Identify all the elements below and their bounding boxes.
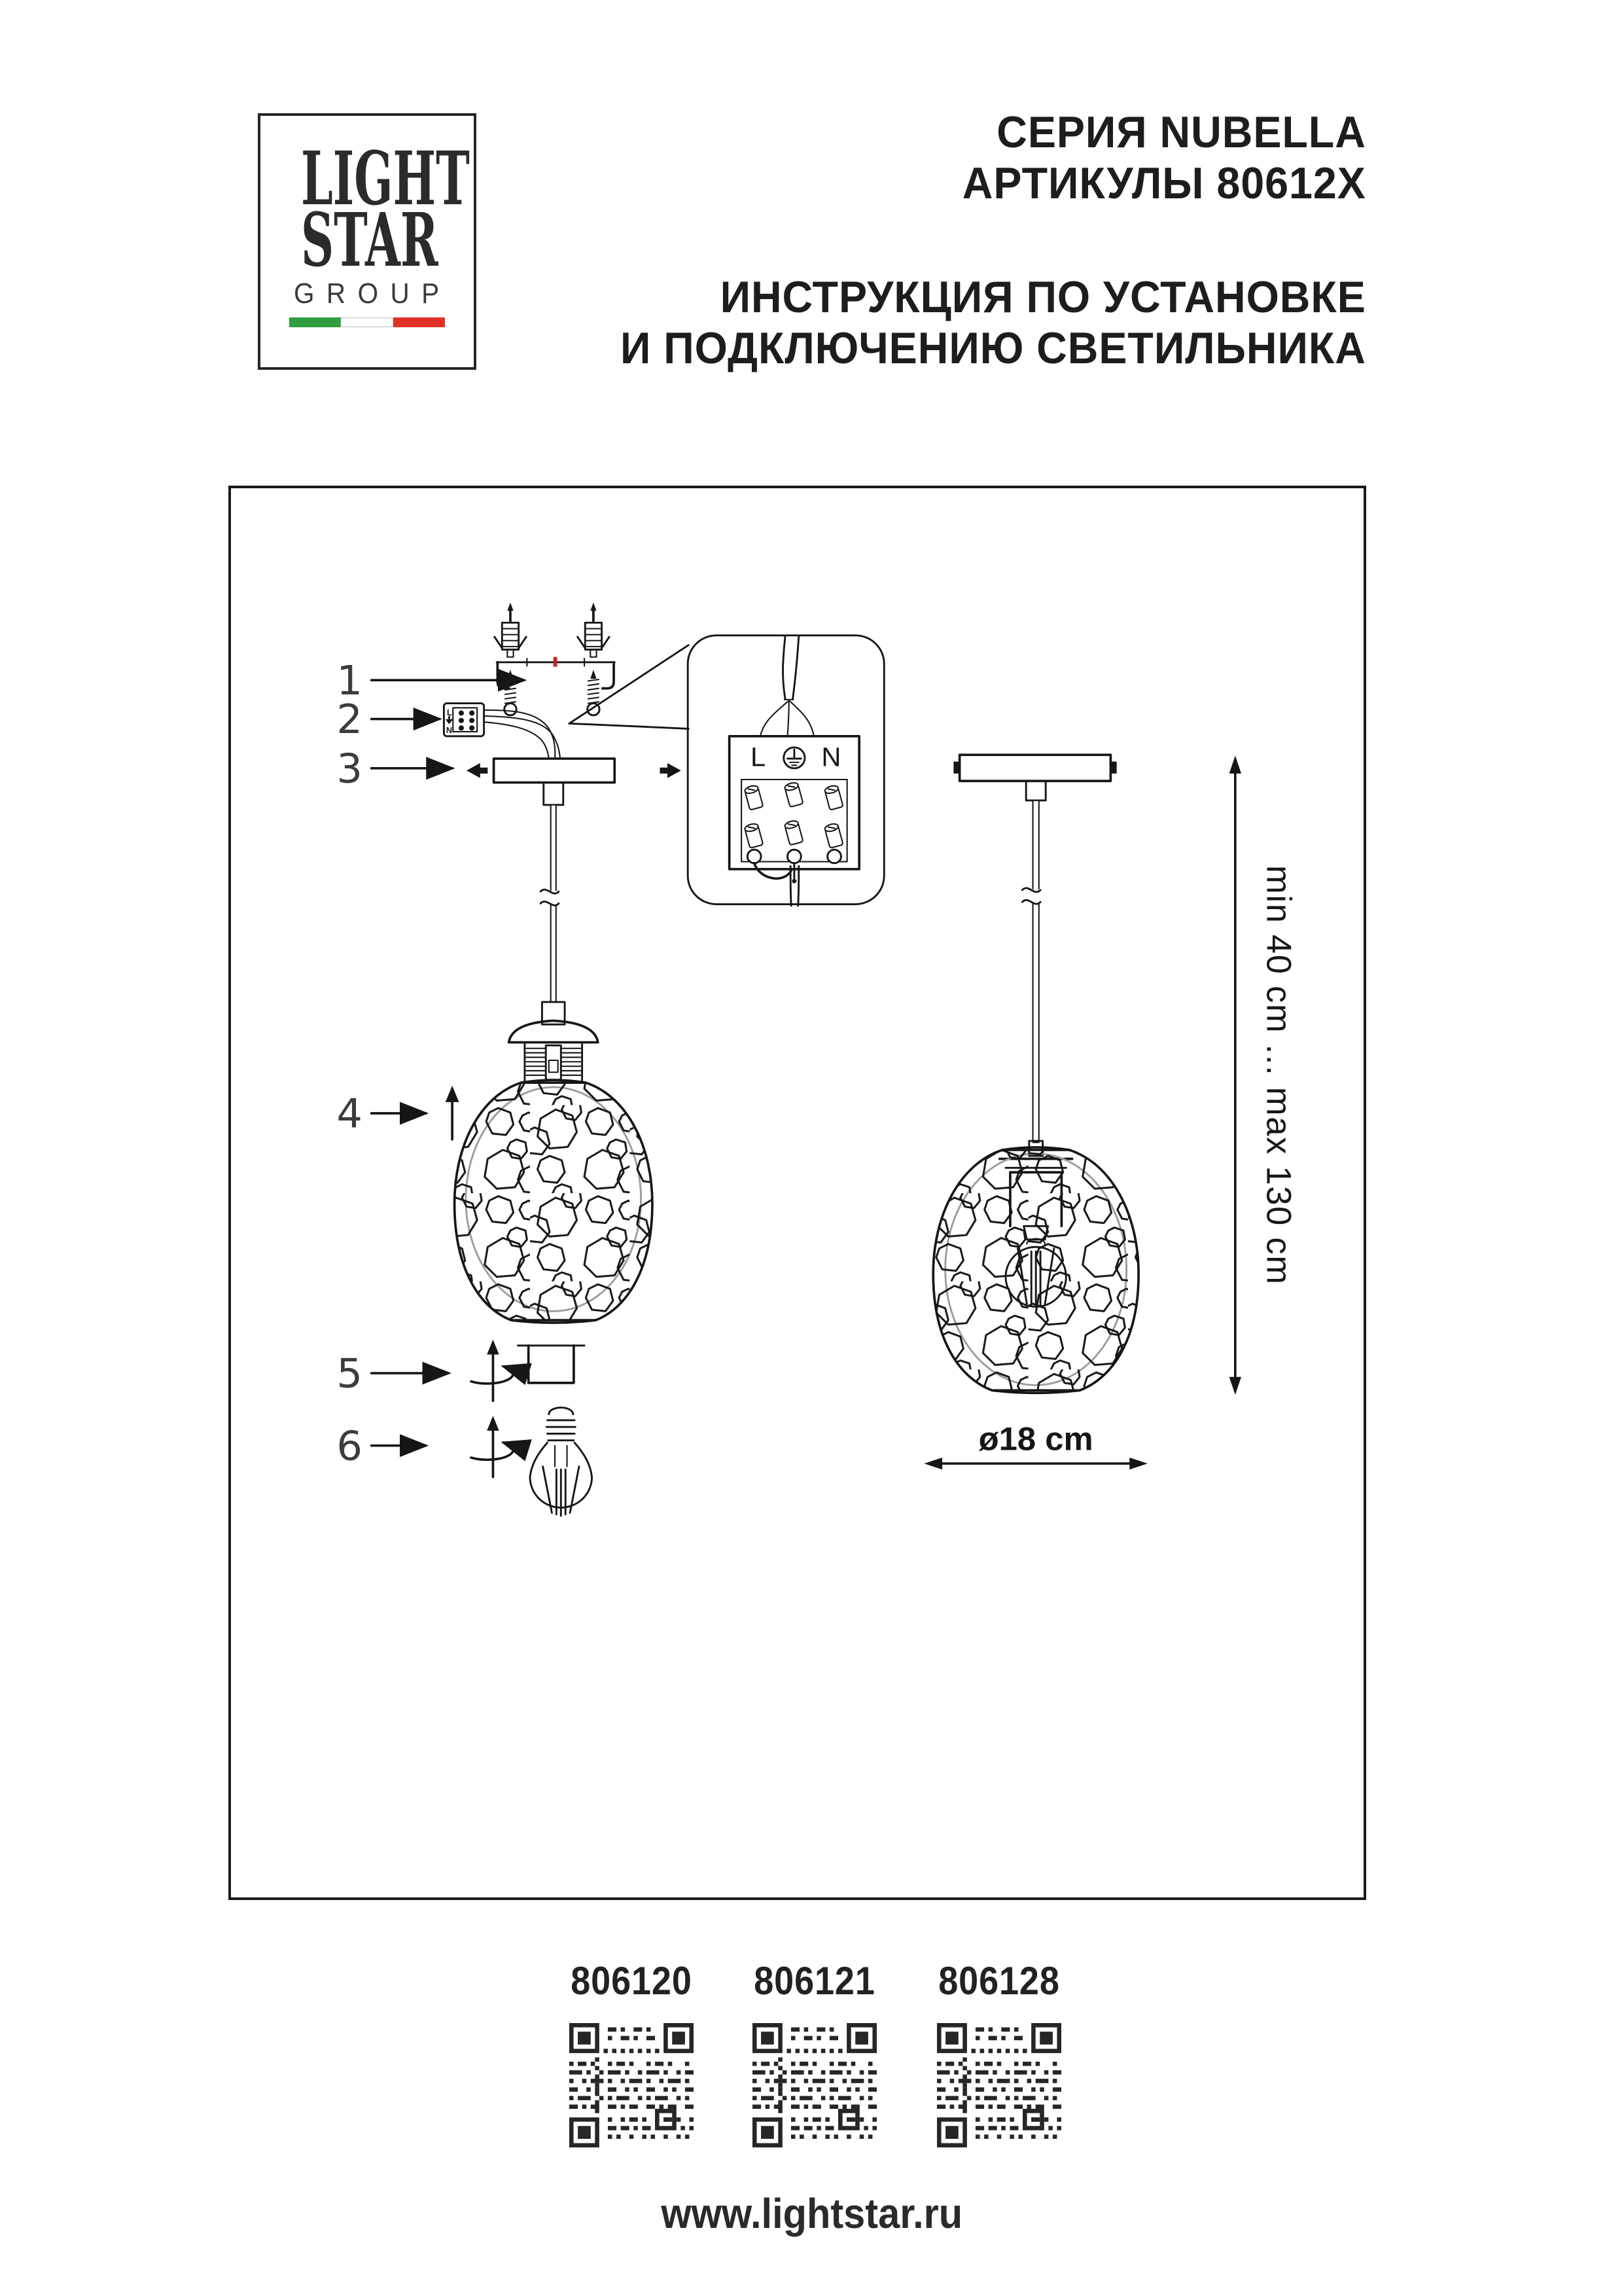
article-column-3 [924,1958,1074,2151]
series-title: СЕРИЯ NUBELLA [997,107,1366,157]
footer-website [0,2189,1624,2238]
wire-2 [484,716,561,759]
slide-arrow-right-icon [660,763,680,778]
step-4-label: 4 [336,1089,363,1138]
terminal-n-label: N [821,742,841,772]
mini-terminal-n: N [446,726,453,736]
flag-green [289,317,341,327]
diameter-dimension [924,1420,1148,1469]
article-code-806121: 806121 [754,1959,875,2003]
step-3-label: 3 [336,744,363,793]
glass-shade-left [455,1080,652,1323]
step-6-label: 6 [336,1422,363,1470]
step-5-label: 5 [336,1350,363,1397]
wiring-detail-callout [688,636,884,906]
mini-terminal-l: L [447,708,452,717]
ceiling-canopy [467,759,681,805]
suspension-wire-right [1000,800,1072,1168]
wire-3 [484,722,549,759]
article-column-2 [739,1958,890,2151]
qr-code-806121 [752,2023,877,2147]
bracket-center-mark [554,657,557,667]
wall-anchor-left [495,603,526,657]
screw-left [504,670,516,715]
lightstar-logo [258,113,476,370]
rotate-arrow-icon-5 [471,1340,513,1401]
terminal-screws [744,781,843,848]
italian-flag-icon [260,317,474,331]
step-2-label: 2 [336,695,363,744]
slide-arrow-left-icon [467,763,487,778]
header-titles [581,107,1366,374]
website-url: www.lightstar.ru [661,2190,963,2237]
height-dimension [1229,755,1298,1395]
push-up-arrow-icon [446,1086,459,1139]
logo-word-group: GROUP [294,278,451,310]
step-1-label: 1 [336,656,363,704]
terminal-block [444,704,560,759]
instruction-title-line1: ИНСТРУКЦИЯ ПО УСТАНОВКЕ [720,272,1366,322]
earth-symbol-icon [784,747,805,768]
assembled-canopy [953,755,1116,800]
instruction-title-line2: И ПОДКЛЮЧЕНИЮ СВЕТИЛЬНИКА [620,323,1366,373]
flag-red [393,317,445,327]
wire-1 [484,710,556,759]
terminal-l-label: L [750,742,766,772]
callout-pointer-lines [569,645,688,729]
flag-white [341,318,393,327]
qr-code-806120 [569,2023,694,2147]
height-range-text: min 40 cm ... max 130 cm [1259,865,1298,1285]
wall-anchor-right [578,603,609,657]
suspension-wire-left [540,805,563,1002]
light-bulb [530,1408,592,1516]
article-column-1 [556,1958,707,2151]
rotate-arrow-icon-6 [471,1416,513,1477]
installation-diagram [228,486,1366,1900]
socket-ring [518,1346,585,1383]
logo-word-light: LIGHT [300,136,470,222]
lamp-holder [509,1002,598,1083]
articles-title: АРТИКУЛЫ 80612X [962,158,1366,208]
diameter-text: ø18 cm [978,1420,1093,1458]
logo-word-star: STAR [300,198,438,283]
qr-code-806128 [937,2023,1061,2147]
article-code-806128: 806128 [938,1959,1060,2003]
article-code-806120: 806120 [571,1959,692,2003]
